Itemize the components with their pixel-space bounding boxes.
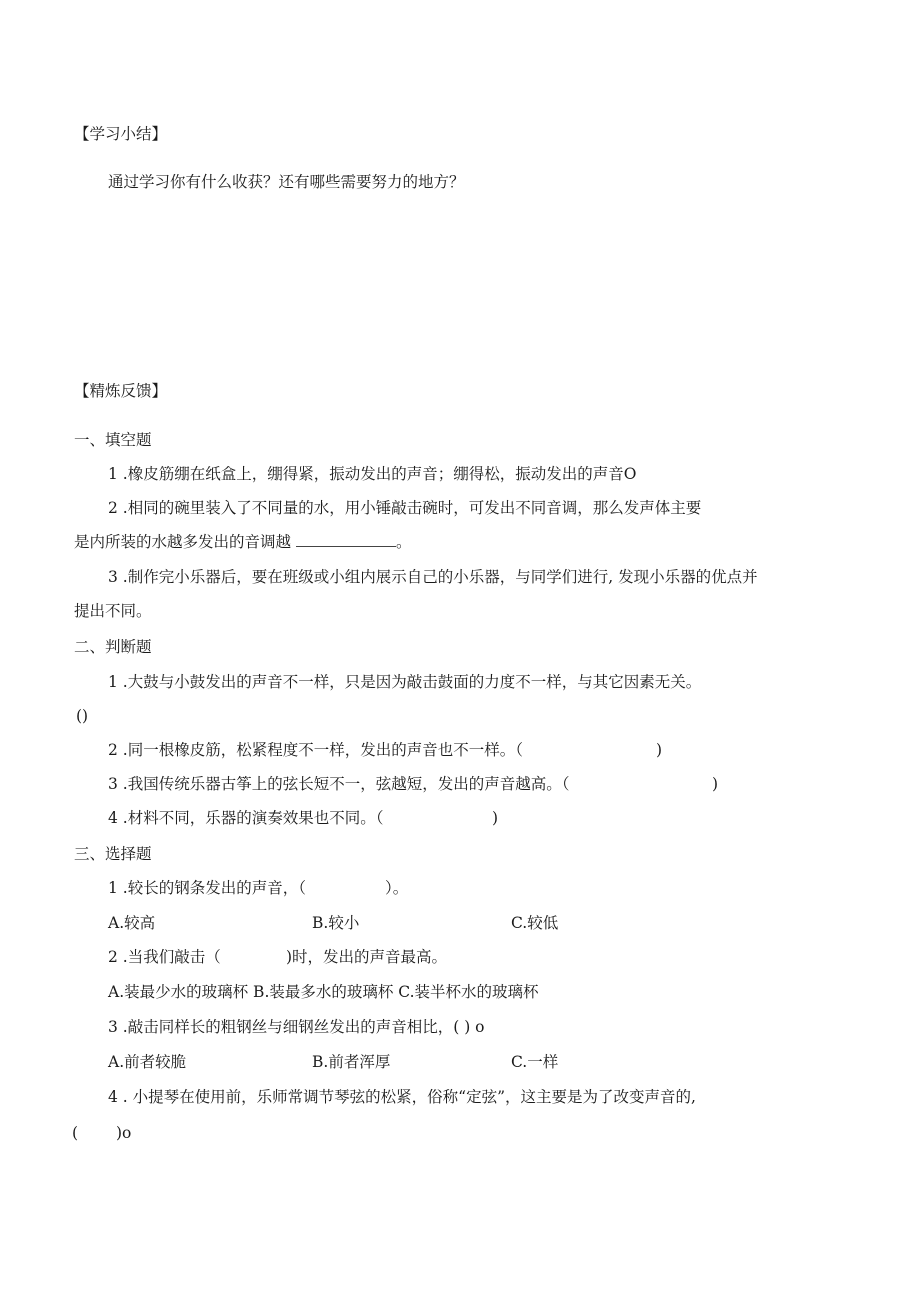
choice-2-options[interactable]: A.装最少水的玻璃杯 B.装最多水的玻璃杯 C.装半杯水的玻璃杯: [108, 983, 539, 1001]
practice-heading: 【精炼反馈】: [74, 382, 168, 400]
judge-answer-1[interactable]: (): [76, 707, 89, 725]
judge-answer-3-close[interactable]: ): [712, 775, 719, 793]
judge-question-3: 3 .我国传统乐器古筝上的弦长短不一，弦越短，发出的声音越高。（: [108, 775, 570, 793]
judge-question-1: 1 .大鼓与小鼓发出的声音不一样，只是因为敲击鼓面的力度不一样，与其它因素无关。: [108, 673, 702, 691]
choice-question-1-close: ）。: [385, 879, 409, 897]
summary-prompt: 通过学习你有什么收获？还有哪些需要努力的地方？: [108, 173, 465, 191]
choice-question-2-start: 2 .当我们敲击（: [108, 948, 221, 966]
fill-question-3-line2: 提出不同。: [74, 602, 152, 620]
choice-3-option-c[interactable]: C.一样: [511, 1053, 559, 1071]
choice-question-2-end: )时，发出的声音最高。: [286, 948, 448, 966]
choice-3-option-b[interactable]: B.前者浑厚: [312, 1053, 391, 1071]
choice-question-4: 4 . 小提琴在使用前，乐师常调节琴弦的松紧，俗称“定弦”，这主要是为了改变声音的,: [108, 1088, 696, 1106]
choice-answer-4-open[interactable]: (: [72, 1124, 79, 1142]
fill-question-2-line1: 2 .相同的碗里装入了不同量的水，用小锤敲击碗时，可发出不同音调，那么发声体主要: [108, 499, 702, 517]
fill-section-title: 一、填空题: [74, 431, 152, 449]
judge-question-4: 4 .材料不同，乐器的演奏效果也不同。（: [108, 809, 384, 827]
judge-section-title: 二、判断题: [74, 638, 152, 656]
choice-1-option-a[interactable]: A.较高: [108, 914, 156, 932]
judge-answer-4-close[interactable]: ): [492, 809, 499, 827]
fill-question-3-line1: 3 .制作完小乐器后，要在班级或小组内展示自己的小乐器，与同学们进行, 发现小乐器的优点并: [108, 568, 758, 586]
choice-1-option-c[interactable]: C.较低: [511, 914, 559, 932]
choice-section-title: 三、选择题: [74, 845, 152, 863]
fill-question-1: 1 .橡皮筋绷在纸盒上，绷得紧，振动发出的声音；绷得松，振动发出的声音O: [108, 465, 637, 483]
choice-1-option-b[interactable]: B.较小: [312, 914, 360, 932]
choice-question-3: 3 .敲击同样长的粗钢丝与细钢丝发出的声音相比，( ) o: [108, 1018, 485, 1036]
answer-blank[interactable]: [296, 532, 396, 547]
choice-question-1: 1 .较长的钢条发出的声音，（: [108, 879, 306, 897]
choice-answer-4-close[interactable]: )o: [116, 1124, 132, 1142]
summary-heading: 【学习小结】: [74, 125, 168, 143]
fill-question-2-text: 是内所装的水越多发出的音调越: [74, 533, 292, 551]
fill-question-2-end: 。: [395, 533, 412, 551]
choice-3-option-a[interactable]: A.前者较脆: [108, 1053, 187, 1071]
judge-answer-2-close[interactable]: ): [656, 741, 663, 759]
judge-question-2: 2 .同一根橡皮筋，松紧程度不一样，发出的声音也不一样。（: [108, 741, 523, 759]
fill-question-2-line2: [74, 532, 411, 552]
